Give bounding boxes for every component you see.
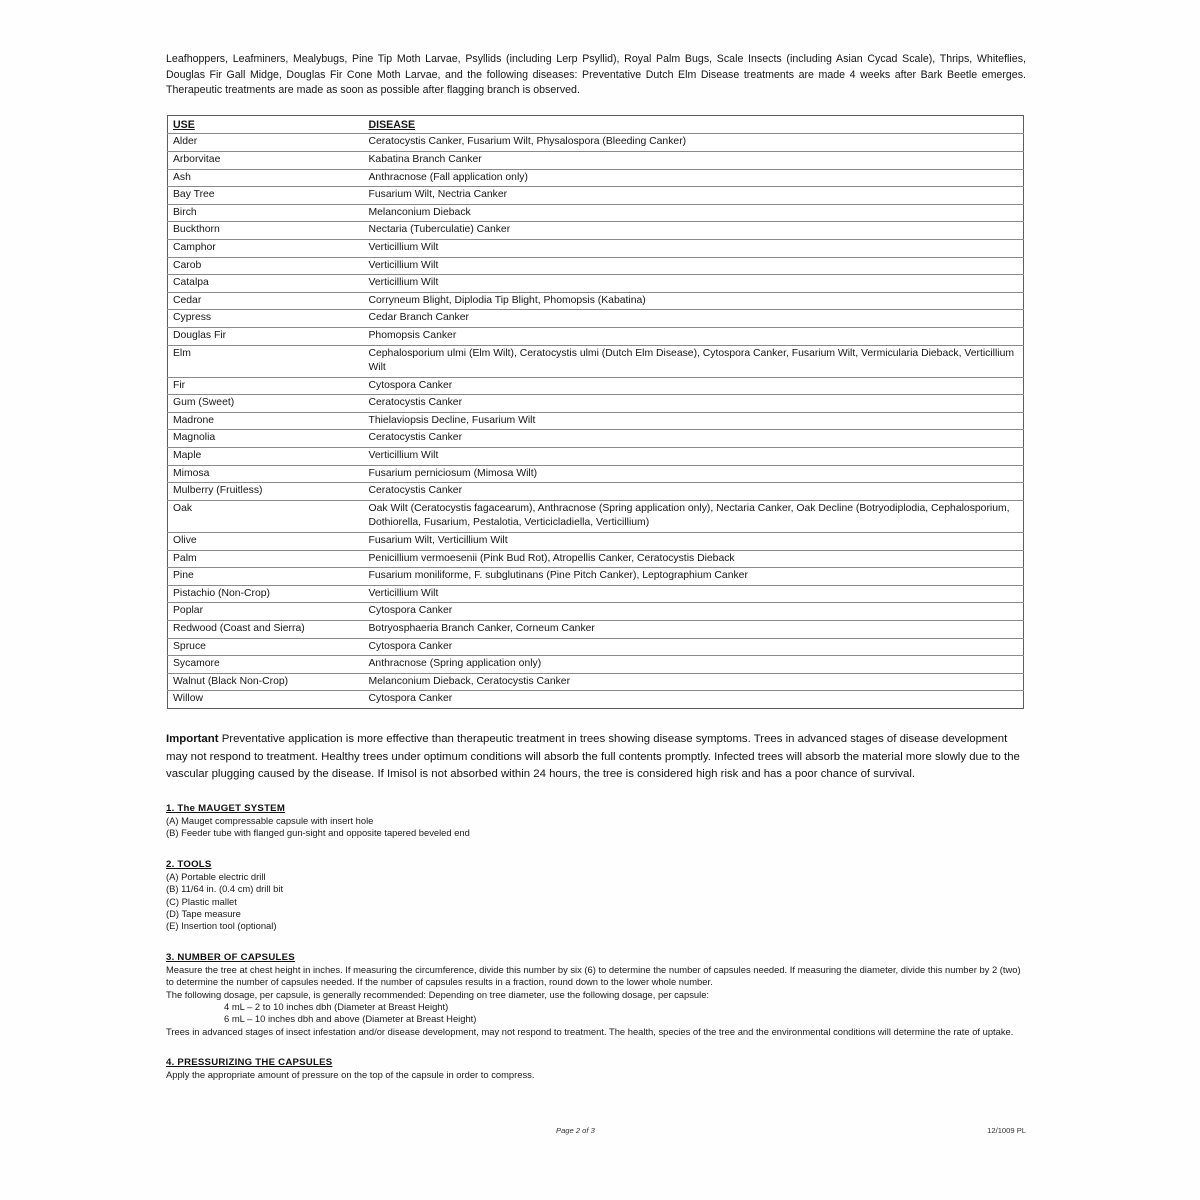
cell-use: Bay Tree — [168, 187, 364, 205]
section-3-title: 3. NUMBER OF CAPSULES — [166, 951, 295, 963]
important-text: Preventative application is more effective than therapeutic treatment in trees showing disease symptoms. Trees in advanced stages of disease development may not respond to treatment. Healthy trees under optimum conditions will absorb the full contents promptly. Infected trees will absorb the material more slowly due to the vascular plugging caused by the disease. If Imisol is not absorbed within 24 hours, the tree is considered high risk and has a poor chance of survival. — [166, 732, 1020, 781]
table-row — [168, 239, 1024, 257]
section-2-line-c: (C) Plastic mallet — [166, 895, 237, 907]
section-mauget-system — [166, 803, 1026, 840]
cell-disease: Verticillium Wilt — [364, 448, 1024, 466]
section-2-line-e: (E) Insertion tool (optional) — [166, 920, 277, 932]
table-row — [168, 673, 1024, 691]
cell-use: Maple — [168, 448, 364, 466]
table-row — [168, 222, 1024, 240]
cell-use: Alder — [168, 134, 364, 152]
cell-disease: Ceratocystis Canker — [364, 430, 1024, 448]
cell-disease: Verticillium Wilt — [364, 275, 1024, 293]
cell-use: Sycamore — [168, 656, 364, 674]
cell-disease: Botryosphaeria Branch Canker, Corneum Canker — [364, 621, 1024, 639]
table-body — [168, 134, 1024, 709]
table-row — [168, 327, 1024, 345]
section-number-of-capsules — [166, 952, 1026, 1038]
cell-use: Oak — [168, 500, 364, 532]
section-3-dosage-1: 4 mL – 2 to 10 inches dbh (Diameter at Breast Height) — [224, 1000, 449, 1012]
section-pressurizing-capsules — [166, 1057, 1026, 1082]
cell-disease: Verticillium Wilt — [364, 257, 1024, 275]
table-row — [168, 257, 1024, 275]
section-3-paragraph-1: Measure the tree at chest height in inches. If measuring the circumference, divide this number by six (6) to determine the number of capsules needed. If measuring the diameter, divide this number by 2 (two) to determine the number of capsules needed. If the number of capsules results in a fraction, round down to the lower whole number. — [166, 964, 1021, 988]
table-row — [168, 412, 1024, 430]
important-label: Important — [166, 732, 219, 745]
table-row — [168, 638, 1024, 656]
cell-disease: Ceratocystis Canker — [364, 395, 1024, 413]
section-3-paragraph-3: Trees in advanced stages of insect infestation and/or disease development, may not respond to treatment. The health, species of the tree and the environmental conditions will determine the rate of uptake. — [166, 1025, 1014, 1037]
section-tools — [166, 859, 1026, 933]
cell-use: Carob — [168, 257, 364, 275]
section-2-line-d: (D) Tape measure — [166, 908, 241, 920]
table-row — [168, 550, 1024, 568]
cell-disease: Anthracnose (Spring application only) — [364, 656, 1024, 674]
section-2-title: 2. TOOLS — [166, 858, 212, 870]
cell-disease: Fusarium moniliforme, F. subglutinans (Pine Pitch Canker), Leptographium Canker — [364, 568, 1024, 586]
table-row — [168, 187, 1024, 205]
intro-paragraph: Leafhoppers, Leafminers, Mealybugs, Pine Tip Moth Larvae, Psyllids (including Lerp Psyllid), Royal Palm Bugs, Scale Insects (including Asian Cycad Scale), Thrips, Whiteflies, Douglas Fir Gall Midge, Douglas Fir Cone Moth Larvae, and the following diseases: Preventative Dutch Elm Disease treatments are made 4 weeks after Bark Beetle emerges. Therapeutic treatments are made as soon as possible after flagging branch is observed. — [166, 53, 1026, 97]
cell-disease: Fusarium Wilt, Nectria Canker — [364, 187, 1024, 205]
cell-use: Redwood (Coast and Sierra) — [168, 621, 364, 639]
column-header-disease: DISEASE — [364, 115, 1024, 134]
cell-use: Camphor — [168, 239, 364, 257]
table-row — [168, 568, 1024, 586]
cell-disease: Thielaviopsis Decline, Fusarium Wilt — [364, 412, 1024, 430]
page-content — [166, 52, 1026, 1082]
section-1-line-a: (A) Mauget compressable capsule with insert hole — [166, 815, 374, 827]
cell-use: Cedar — [168, 292, 364, 310]
table-row — [168, 656, 1024, 674]
table-row — [168, 465, 1024, 483]
section-2-line-b: (B) 11/64 in. (0.4 cm) drill bit — [166, 883, 284, 895]
section-4-title: 4. PRESSURIZING THE CAPSULES — [166, 1056, 333, 1068]
table-row — [168, 169, 1024, 187]
table-row — [168, 691, 1024, 709]
cell-use: Buckthorn — [168, 222, 364, 240]
cell-use: Pistachio (Non-Crop) — [168, 585, 364, 603]
table-row — [168, 151, 1024, 169]
cell-disease: Cytospora Canker — [364, 377, 1024, 395]
page-footer — [166, 1126, 1026, 1142]
column-header-use: USE — [168, 115, 364, 134]
cell-use: Arborvitae — [168, 151, 364, 169]
cell-disease: Penicillium vermoesenii (Pink Bud Rot), Atropellis Canker, Ceratocystis Dieback — [364, 550, 1024, 568]
cell-disease: Cytospora Canker — [368, 693, 453, 705]
cell-use: Spruce — [168, 638, 364, 656]
cell-disease: Ceratocystis Canker, Fusarium Wilt, Physalospora (Bleeding Canker) — [364, 134, 1024, 152]
table-row — [168, 430, 1024, 448]
table-row — [168, 585, 1024, 603]
cell-disease: Nectaria (Tuberculatie) Canker — [364, 222, 1024, 240]
cell-disease: Cytospora Canker — [364, 638, 1024, 656]
section-1-line-b: (B) Feeder tube with flanged gun-sight and opposite tapered beveled end — [166, 827, 470, 839]
cell-disease: Fusarium perniciosum (Mimosa Wilt) — [364, 465, 1024, 483]
cell-use: Madrone — [168, 412, 364, 430]
table-row — [168, 533, 1024, 551]
cell-disease: Corryneum Blight, Diplodia Tip Blight, Phomopsis (Kabatina) — [364, 292, 1024, 310]
cell-use: Catalpa — [168, 275, 364, 293]
cell-disease: Anthracnose (Fall application only) — [364, 169, 1024, 187]
cell-disease: Melanconium Dieback — [364, 204, 1024, 222]
table-row — [168, 448, 1024, 466]
cell-use: Magnolia — [168, 430, 364, 448]
table-row — [168, 500, 1024, 532]
table-row — [168, 395, 1024, 413]
section-1-title: 1. The MAUGET SYSTEM — [166, 802, 286, 814]
cell-disease: Cephalosporium ulmi (Elm Wilt), Ceratocystis ulmi (Dutch Elm Disease), Cytospora Canker, Fusarium Wilt, Vermicularia Dieback, Verticillium Wilt — [364, 345, 1024, 377]
cell-use: Elm — [168, 345, 364, 377]
table-row — [168, 134, 1024, 152]
table-row — [168, 275, 1024, 293]
cell-disease: Cedar Branch Canker — [364, 310, 1024, 328]
table-row — [168, 377, 1024, 395]
table-header-row — [168, 115, 1024, 134]
table-row — [168, 310, 1024, 328]
cell-use: Palm — [168, 550, 364, 568]
cell-use: Birch — [168, 204, 364, 222]
cell-use: Gum (Sweet) — [168, 395, 364, 413]
table-row — [168, 621, 1024, 639]
cell-use: Willow — [173, 693, 204, 705]
section-3-paragraph-2: The following dosage, per capsule, is generally recommended: Depending on tree diameter, use the following dosage, per capsule: — [166, 988, 710, 1000]
cell-disease: Ceratocystis Canker — [364, 483, 1024, 501]
cell-disease: Oak Wilt (Ceratocystis fagacearum), Anthracnose (Spring application only), Nectaria Canker, Oak Decline (Botryodiplodia, Cephalosporium, Dothiorella, Fusarium, Pestalotia, Verticicladiella, Verticillium) — [364, 500, 1024, 532]
section-2-line-a: (A) Portable electric drill — [166, 871, 266, 883]
cell-disease: Melanconium Dieback, Ceratocystis Canker — [364, 673, 1024, 691]
cell-use: Walnut (Black Non-Crop) — [168, 673, 364, 691]
cell-use: Ash — [168, 169, 364, 187]
table-row — [168, 292, 1024, 310]
use-disease-table — [167, 115, 1024, 709]
page-number: Page 2 of 3 — [556, 1126, 595, 1135]
cell-use: Pine — [168, 568, 364, 586]
table-row — [168, 345, 1024, 377]
cell-disease: Verticillium Wilt — [364, 239, 1024, 257]
document-code: 12/1009 PL — [987, 1126, 1026, 1135]
table-row — [168, 204, 1024, 222]
cell-use: Douglas Fir — [168, 327, 364, 345]
cell-disease: Phomopsis Canker — [364, 327, 1024, 345]
cell-disease: Cytospora Canker — [364, 603, 1024, 621]
cell-use: Cypress — [168, 310, 364, 328]
cell-use: Poplar — [168, 603, 364, 621]
section-3-dosage-2: 6 mL – 10 inches dbh and above (Diameter at Breast Height) — [224, 1013, 477, 1025]
cell-use: Mimosa — [168, 465, 364, 483]
section-4-paragraph-1: Apply the appropriate amount of pressure on the top of the capsule in order to compress. — [166, 1069, 535, 1081]
cell-use: Fir — [168, 377, 364, 395]
cell-disease: Verticillium Wilt — [364, 585, 1024, 603]
cell-use: Mulberry (Fruitless) — [168, 483, 364, 501]
important-note — [166, 731, 1022, 784]
cell-disease: Fusarium Wilt, Verticillium Wilt — [364, 533, 1024, 551]
cell-disease: Kabatina Branch Canker — [364, 151, 1024, 169]
table-row — [168, 603, 1024, 621]
cell-use: Olive — [168, 533, 364, 551]
table-row — [168, 483, 1024, 501]
